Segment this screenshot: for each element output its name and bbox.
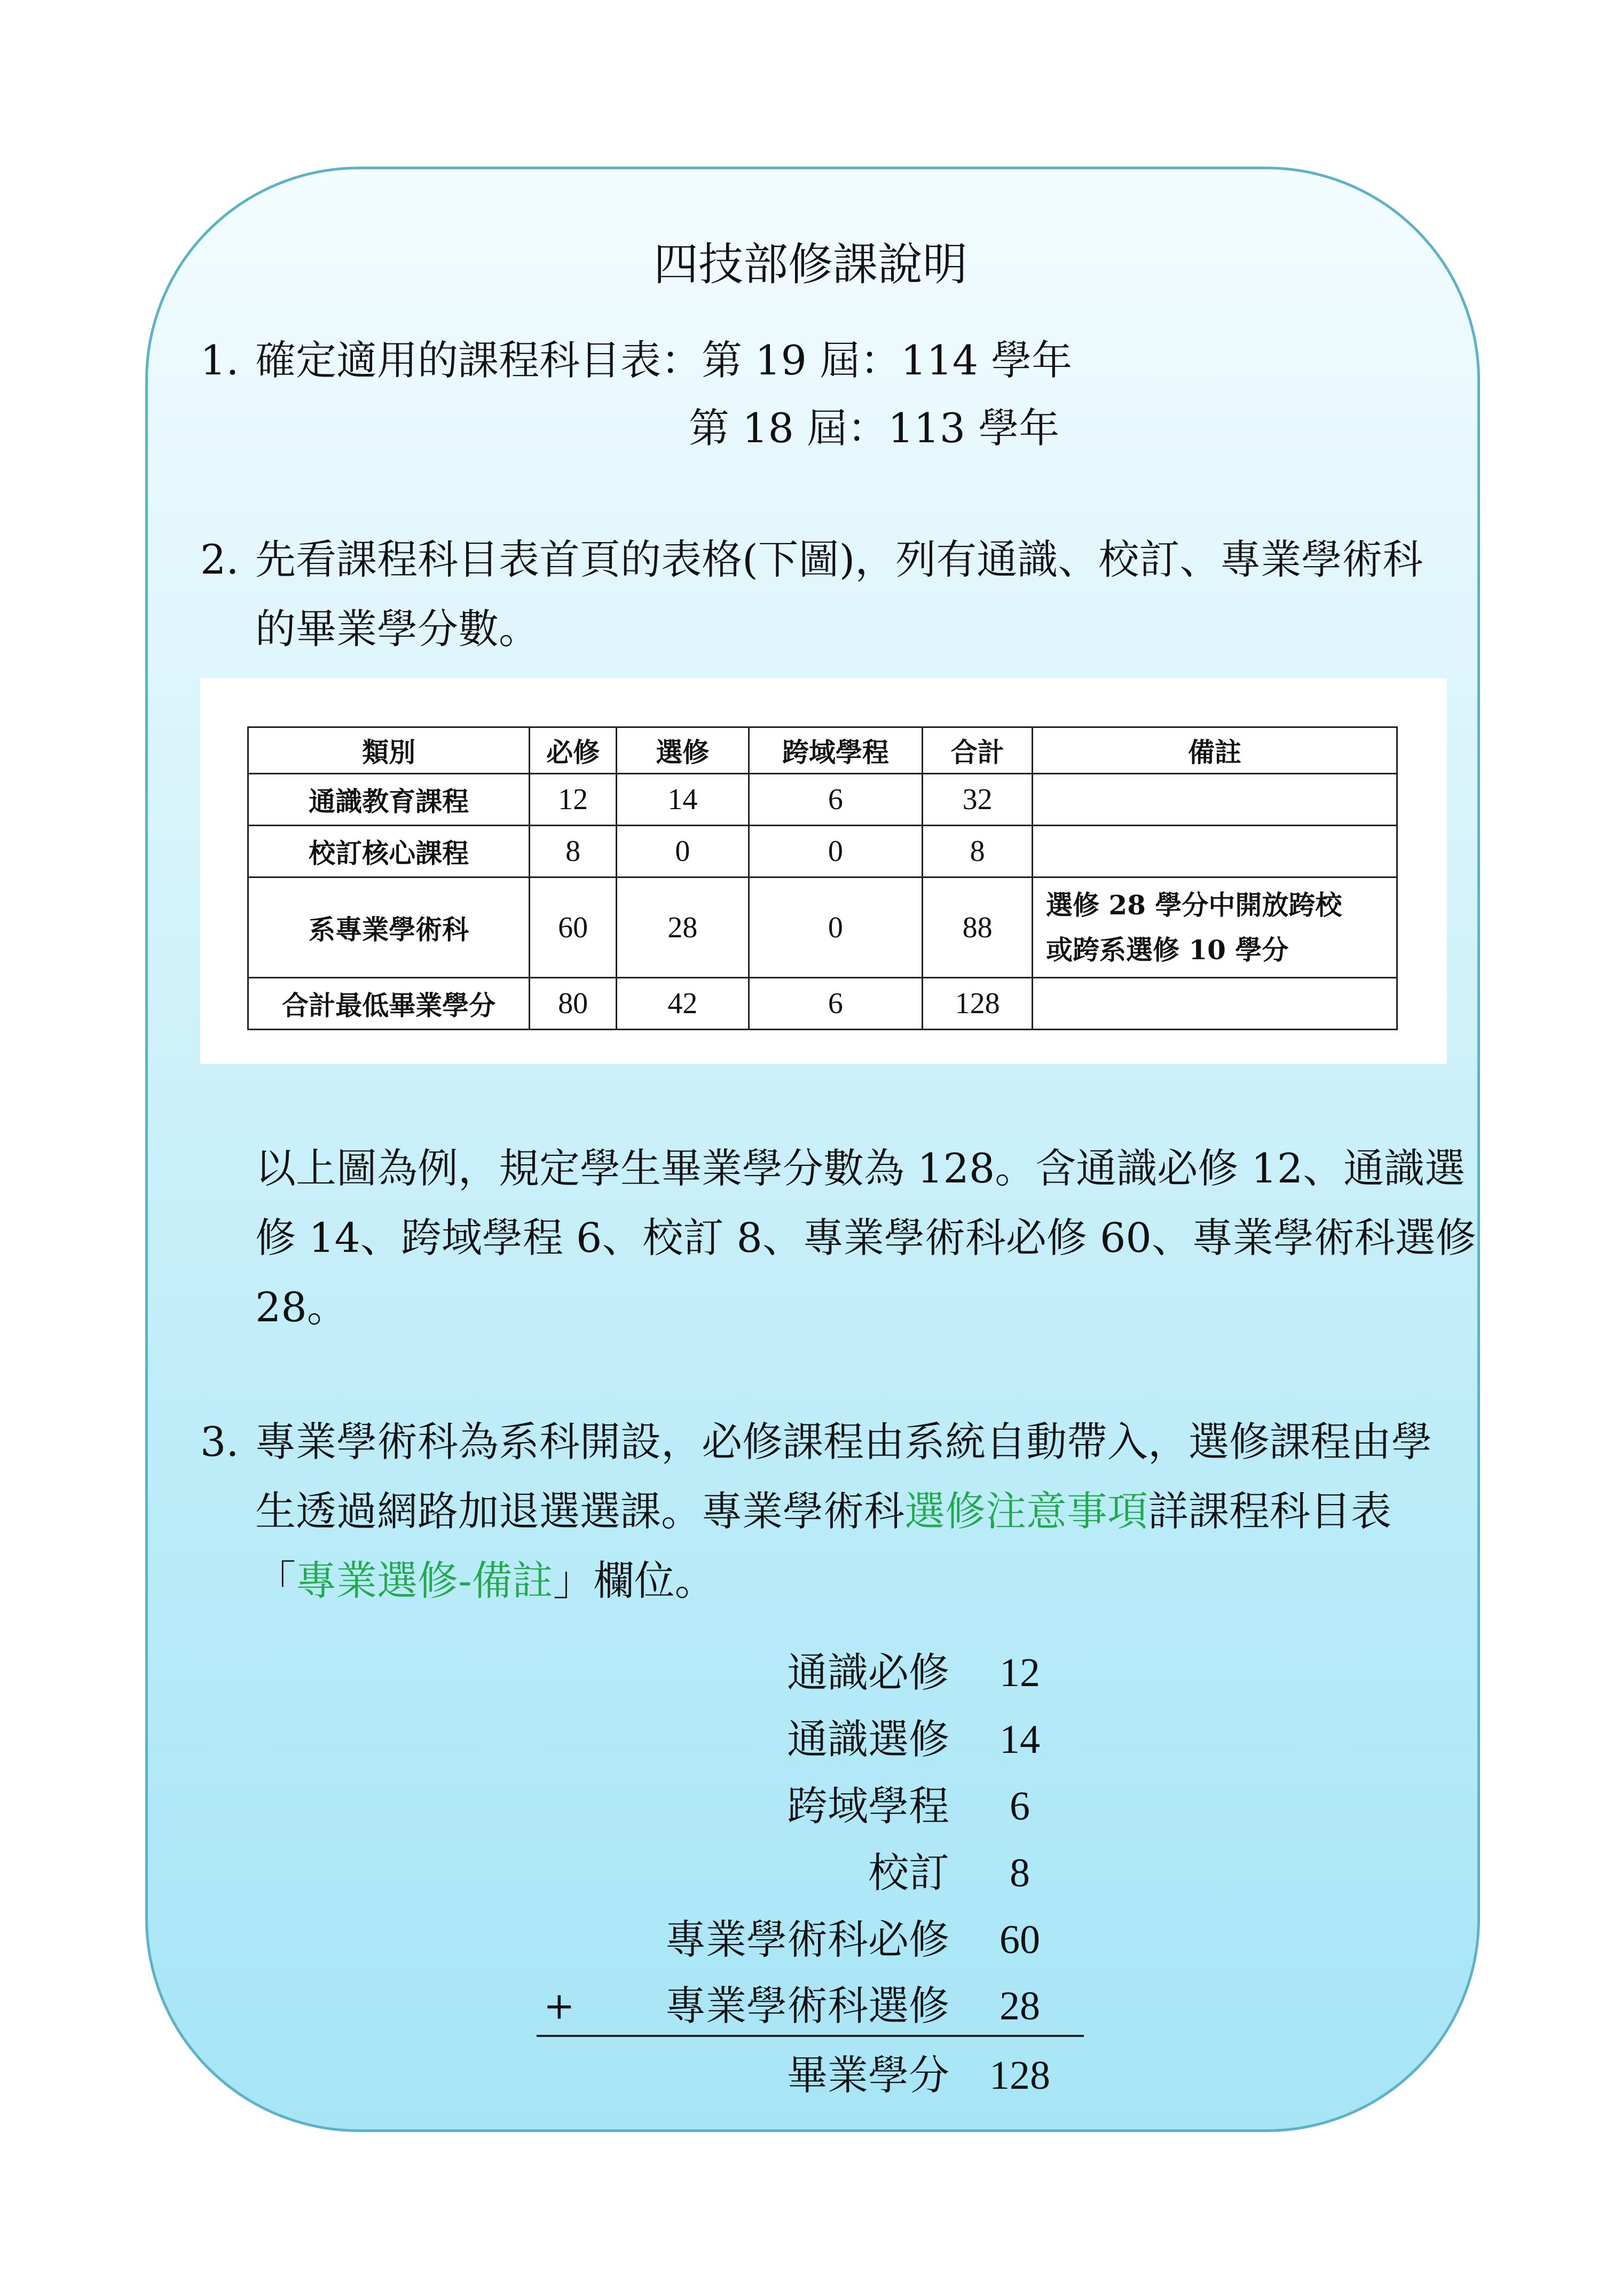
credits-table <box>247 726 1398 1030</box>
summary-label: 通識選修 <box>787 1715 949 1763</box>
summary-value: 8 <box>1010 1851 1030 1895</box>
row-elective: 14 <box>616 774 749 826</box>
row-cross: 0 <box>749 877 923 978</box>
row-elective: 0 <box>616 826 749 877</box>
summary-label: 專業學術科必修 <box>665 1916 949 1963</box>
table-row <box>248 774 1397 826</box>
summary-value: 60 <box>1000 1917 1040 1962</box>
item3-line1: 專業學術科為系科開設，必修課程由系統自動帶入，選修課程由學 <box>255 1418 1432 1466</box>
item3-line3 <box>255 1554 715 1608</box>
summary-value: 28 <box>1000 1984 1040 2028</box>
item2-line1: 先看課程科目表首頁的表格(下圖)，列有通識、校訂、專業學術科 <box>255 536 1423 583</box>
summary-value: 14 <box>1000 1717 1040 1762</box>
summary-value: 12 <box>1000 1650 1040 1695</box>
item3-line2-end: 詳課程科目表 <box>1148 1487 1391 1535</box>
row-note <box>1032 826 1397 877</box>
item3-number: 3. <box>200 1418 239 1466</box>
row-required: 60 <box>530 877 617 978</box>
example-line2: 修 14、跨域學程 6、校訂 8、專業學術科必修 60、專業學術科選修 <box>255 1214 1476 1261</box>
table-row <box>248 877 1397 978</box>
header-elective: 選修 <box>616 727 749 774</box>
item1-line1: 確定適用的課程科目表：第 19 屆：114 學年 <box>255 336 1073 384</box>
table-row <box>248 978 1397 1030</box>
header-cross-program: 跨域學程 <box>749 727 923 774</box>
row-required: 8 <box>530 826 617 877</box>
row-note <box>1032 877 1397 978</box>
header-note: 備註 <box>1032 727 1397 774</box>
item1-number: 1. <box>200 336 239 384</box>
example-line1: 以上圖為例，規定學生畢業學分數為 128。含通識必修 12、通識選 <box>255 1145 1466 1192</box>
header-total: 合計 <box>923 727 1033 774</box>
summary-label: 專業學術科選修 <box>665 1982 949 2029</box>
row-elective: 42 <box>616 978 749 1030</box>
row-label: 通識教育課程 <box>248 774 530 826</box>
row-total: 32 <box>923 774 1033 826</box>
summary-total-value: 128 <box>989 2053 1050 2098</box>
page-title: 四技部修課說明 <box>653 238 967 291</box>
row-total: 88 <box>923 877 1033 978</box>
summary-label: 通識必修 <box>787 1649 949 1696</box>
elective-notes-highlight: 選修注意事項 <box>904 1487 1148 1535</box>
item2-number: 2. <box>200 536 239 583</box>
item2-line2: 的畢業學分數。 <box>255 605 539 653</box>
row-required: 80 <box>530 978 617 1030</box>
summary-label: 校訂 <box>868 1849 949 1897</box>
row-required: 12 <box>530 774 617 826</box>
row-label: 系專業學術科 <box>248 877 530 978</box>
row-note <box>1032 978 1397 1030</box>
row-total: 128 <box>923 978 1033 1030</box>
table-row <box>248 826 1397 877</box>
note-line1: 選修 28 學分中開放跨校 <box>1045 889 1342 921</box>
plus-sign: + <box>544 1984 575 2028</box>
row-label: 校訂核心課程 <box>248 826 530 877</box>
header-category: 類別 <box>248 727 530 774</box>
open-bracket: 「 <box>255 1557 296 1604</box>
example-line3: 28。 <box>255 1283 348 1331</box>
elective-remarks-highlight: 專業選修-備註 <box>296 1557 553 1604</box>
credits-table-panel <box>200 678 1447 1064</box>
item1-line2: 第 18 屆：113 學年 <box>689 404 1060 452</box>
summary-value: 6 <box>1010 1784 1030 1829</box>
row-cross: 6 <box>749 978 923 1030</box>
row-cross: 6 <box>749 774 923 826</box>
row-note <box>1032 774 1397 826</box>
sum-divider <box>537 2035 1084 2037</box>
item3-line2-start: 生透過網路加退選選課。專業學術科 <box>255 1487 904 1535</box>
row-cross: 0 <box>749 826 923 877</box>
item3-line3-end: 」欄位。 <box>553 1557 715 1604</box>
header-required: 必修 <box>530 727 617 774</box>
row-elective: 28 <box>616 877 749 978</box>
table-header-row <box>248 727 1397 774</box>
item3-line2 <box>255 1485 1391 1538</box>
summary-total-label: 畢業學分 <box>787 2051 949 2099</box>
row-label: 合計最低畢業學分 <box>248 978 530 1030</box>
summary-label: 跨域學程 <box>787 1782 949 1830</box>
row-total: 8 <box>923 826 1033 877</box>
note-line2: 或跨系選修 10 學分 <box>1045 934 1289 966</box>
